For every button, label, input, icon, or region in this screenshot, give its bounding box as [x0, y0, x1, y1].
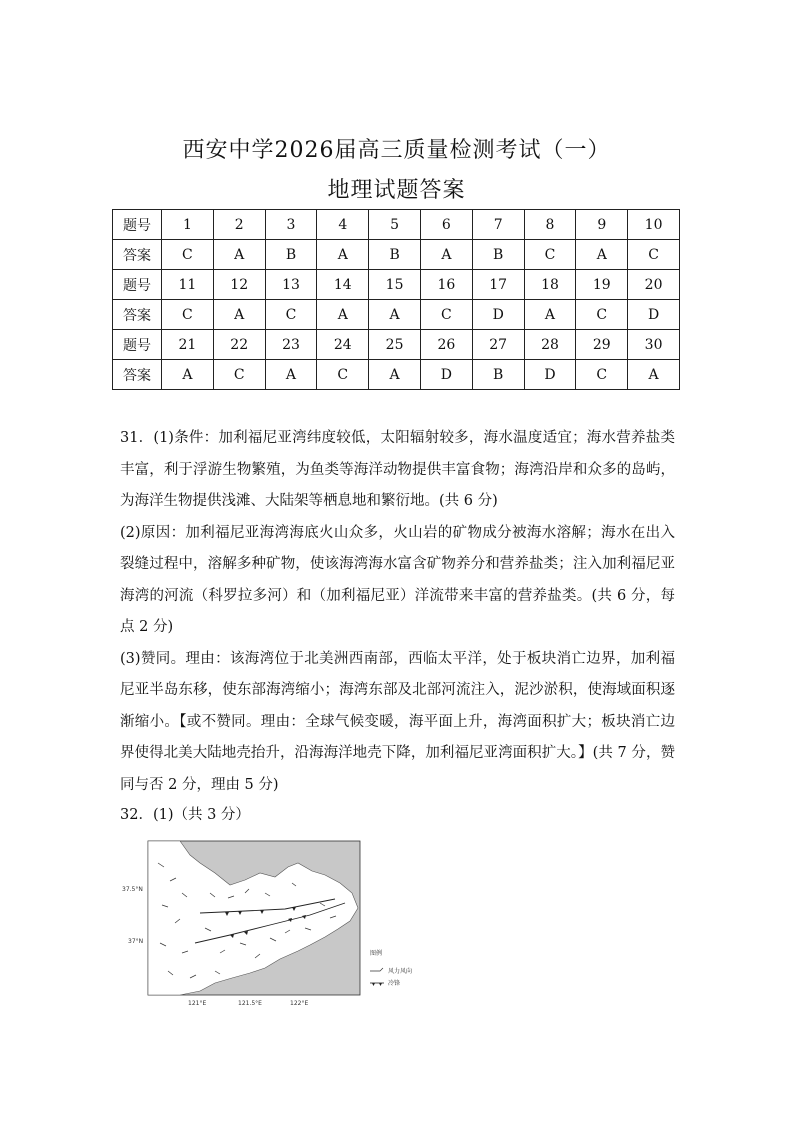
- lat-label-1: 37.5°N: [122, 886, 143, 893]
- table-cell: A: [576, 240, 628, 270]
- table-cell: 10: [628, 210, 680, 240]
- table-cell: D: [420, 360, 472, 390]
- table-cell: 8: [524, 210, 576, 240]
- table-cell: C: [628, 240, 680, 270]
- table-cell: 4: [317, 210, 369, 240]
- table-cell: A: [213, 240, 265, 270]
- table-cell: B: [472, 240, 524, 270]
- table-cell: C: [576, 360, 628, 390]
- table-cell: 29: [576, 330, 628, 360]
- table-cell: 7: [472, 210, 524, 240]
- lon-label-2: 121.5°E: [238, 1000, 262, 1007]
- question-32: [120, 800, 675, 832]
- table-cell: 5: [369, 210, 421, 240]
- table-cell: 11: [162, 270, 214, 300]
- table-cell: C: [317, 360, 369, 390]
- page-title: 西安中学2026届高三质量检测考试（一）: [182, 138, 611, 163]
- table-row: [113, 270, 680, 300]
- table-cell: 14: [317, 270, 369, 300]
- row-label: 答案: [113, 360, 162, 390]
- table-cell: 6: [420, 210, 472, 240]
- table-cell: C: [162, 300, 214, 330]
- lon-label-3: 122°E: [290, 1000, 309, 1007]
- table-cell: D: [472, 300, 524, 330]
- answer-table: [112, 209, 680, 390]
- table-cell: 28: [524, 330, 576, 360]
- legend-front-triangles: [372, 983, 382, 986]
- legend-title: 图例: [370, 950, 383, 957]
- table-cell: 23: [265, 330, 317, 360]
- table-cell: 2: [213, 210, 265, 240]
- table-cell: C: [265, 300, 317, 330]
- table-cell: 22: [213, 330, 265, 360]
- table-cell: D: [628, 300, 680, 330]
- table-cell: 30: [628, 330, 680, 360]
- table-row: [113, 360, 680, 390]
- q31-part2: (2)原因：加利福尼亚海湾海底火山众多，火山岩的矿物成分被海水溶解；海水在出入裂缝过程中，溶解多种矿物，使该海湾海水富含矿物养分和营养盐类；注入加利福尼亚海湾的河流（科罗拉多河）和（加利福尼亚）洋流带来丰富的营养盐类。(共 6 分，每点 2 分): [120, 524, 675, 635]
- row-label: 答案: [113, 240, 162, 270]
- table-cell: A: [317, 300, 369, 330]
- table-cell: 21: [162, 330, 214, 360]
- q32-part1: 32．(1)（共 3 分）: [120, 807, 250, 823]
- table-cell: A: [369, 300, 421, 330]
- weather-map: [120, 833, 430, 1013]
- table-cell: 27: [472, 330, 524, 360]
- lon-label-1: 121°E: [188, 1000, 207, 1007]
- table-cell: 25: [369, 330, 421, 360]
- table-cell: 19: [576, 270, 628, 300]
- table-cell: C: [162, 240, 214, 270]
- legend-front: 冷锋: [388, 980, 401, 987]
- table-cell: A: [265, 360, 317, 390]
- table-cell: 15: [369, 270, 421, 300]
- row-label: 题号: [113, 270, 162, 300]
- table-cell: 9: [576, 210, 628, 240]
- row-label: 题号: [113, 330, 162, 360]
- legend-wind-icon: [370, 968, 383, 971]
- table-row: [113, 210, 680, 240]
- table-cell: B: [472, 360, 524, 390]
- q31-part1: 31．(1)条件：加利福尼亚湾纬度较低，太阳辐射较多，海水温度适宜；海水营养盐类丰富，利于浮游生物繁殖，为鱼类等海洋动物提供丰富食物；海湾沿岸和众多的岛屿，为海洋生物提供浅滩、大陆架等栖息地和繁衍地。(共 6 分): [120, 430, 675, 509]
- table-cell: A: [524, 300, 576, 330]
- table-row: [113, 240, 680, 270]
- table-cell: A: [628, 360, 680, 390]
- table-cell: 26: [420, 330, 472, 360]
- table-cell: 17: [472, 270, 524, 300]
- table-cell: 18: [524, 270, 576, 300]
- table-cell: 20: [628, 270, 680, 300]
- table-cell: C: [213, 360, 265, 390]
- lat-label-2: 37°N: [128, 938, 144, 945]
- table-cell: 3: [265, 210, 317, 240]
- table-cell: C: [576, 300, 628, 330]
- table-cell: A: [420, 240, 472, 270]
- table-cell: A: [162, 360, 214, 390]
- table-cell: A: [369, 360, 421, 390]
- table-cell: 13: [265, 270, 317, 300]
- table-cell: 24: [317, 330, 369, 360]
- legend-wind: 风力风向: [388, 968, 413, 975]
- row-label: 答案: [113, 300, 162, 330]
- table-cell: C: [420, 300, 472, 330]
- table-cell: A: [213, 300, 265, 330]
- table-cell: 16: [420, 270, 472, 300]
- question-31: [120, 423, 675, 801]
- table-cell: B: [369, 240, 421, 270]
- table-cell: B: [265, 240, 317, 270]
- q31-part3: (3)赞同。理由：该海湾位于北美洲西南部，西临太平洋，处于板块消亡边界，加利福尼亚半岛东移，使东部海湾缩小；海湾东部及北部河流注入，泥沙淤积，使海域面积逐渐缩小。【或不赞同。理由：全球气候变暖，海平面上升，海湾面积扩大；板块消亡边界使得北美大陆地壳抬升，沿海海洋地壳下降，加利福尼亚湾面积扩大。】(共 7 分，赞同与否 2 分，理由 5 分): [120, 650, 675, 793]
- table-cell: 12: [213, 270, 265, 300]
- page-subtitle: 地理试题答案: [327, 178, 466, 203]
- table-cell: D: [524, 360, 576, 390]
- row-label: 题号: [113, 210, 162, 240]
- table-row: [113, 330, 680, 360]
- table-cell: A: [317, 240, 369, 270]
- table-cell: C: [524, 240, 576, 270]
- table-row: [113, 300, 680, 330]
- table-cell: 1: [162, 210, 214, 240]
